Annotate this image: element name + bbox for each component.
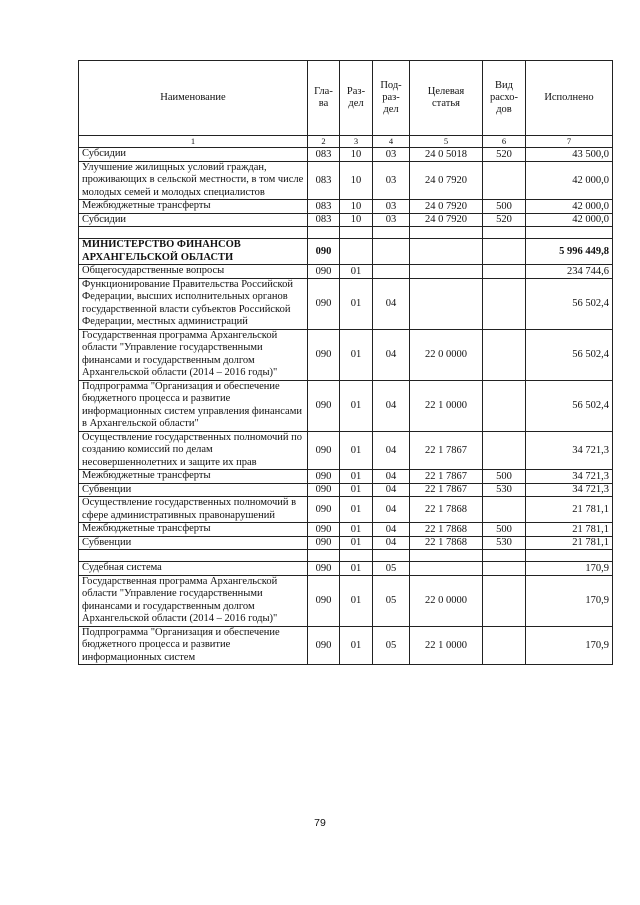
spacer-cell	[526, 227, 613, 239]
row-target-article-cell: 22 1 0000	[410, 626, 483, 665]
row-name-cell: Межбюджетные трансферты	[79, 470, 308, 484]
row-expense-type-cell	[483, 431, 526, 470]
header-section: Раз- дел	[340, 61, 373, 136]
row-name-cell: Подпрограмма "Организация и обеспечение бюджетного процесса и развитие информационных систем	[79, 626, 308, 665]
row-subsection-cell: 04	[373, 483, 410, 497]
spacer-row	[79, 550, 613, 562]
row-expense-type-cell: 520	[483, 148, 526, 162]
row-name-cell: Подпрограмма "Организация и обеспечение бюджетного процесса и развитие информационных систем управления финансами в Архангельской области"	[79, 380, 308, 431]
row-expense-type-cell: 500	[483, 470, 526, 484]
row-executed-cell: 21 781,1	[526, 523, 613, 537]
row-executed-cell: 170,9	[526, 575, 613, 626]
table-row	[79, 626, 613, 665]
row-target-article-cell: 22 1 7868	[410, 536, 483, 550]
row-section-cell: 01	[340, 575, 373, 626]
spacer-cell	[340, 227, 373, 239]
table-row	[79, 575, 613, 626]
row-name-cell: Субсидии	[79, 148, 308, 162]
row-name-cell: Субсидии	[79, 213, 308, 227]
table-row	[79, 278, 613, 329]
row-subsection-cell: 04	[373, 497, 410, 523]
row-executed-cell: 34 721,3	[526, 470, 613, 484]
row-name-cell: Государственная программа Архангельской области "Управление государственными финансами и государственным долгом Архангельской области (2014 – 2016 годы)"	[79, 575, 308, 626]
row-executed-cell: 5 996 449,8	[526, 239, 613, 265]
row-target-article-cell: 22 0 0000	[410, 329, 483, 380]
column-number: 4	[373, 136, 410, 148]
row-expense-type-cell	[483, 161, 526, 200]
table-row	[79, 380, 613, 431]
column-number: 1	[79, 136, 308, 148]
row-target-article-cell: 22 0 0000	[410, 575, 483, 626]
column-number: 2	[308, 136, 340, 148]
row-executed-cell: 42 000,0	[526, 161, 613, 200]
row-expense-type-cell	[483, 265, 526, 279]
spacer-row	[79, 227, 613, 239]
row-name-cell: Осуществление государственных полномочий в сфере административных правонарушений	[79, 497, 308, 523]
spacer-cell	[526, 550, 613, 562]
spacer-cell	[308, 227, 340, 239]
row-chapter-cell: 090	[308, 483, 340, 497]
row-expense-type-cell	[483, 239, 526, 265]
row-name-cell: Улучшение жилищных условий граждан, проживающих в сельской местности, в том числе молодых семей и молодых специалистов	[79, 161, 308, 200]
spacer-cell	[79, 550, 308, 562]
row-executed-cell: 234 744,6	[526, 265, 613, 279]
row-chapter-cell: 090	[308, 329, 340, 380]
row-subsection-cell: 03	[373, 200, 410, 214]
spacer-cell	[340, 550, 373, 562]
row-executed-cell: 170,9	[526, 562, 613, 576]
row-chapter-cell: 090	[308, 239, 340, 265]
table-row	[79, 536, 613, 550]
column-number: 3	[340, 136, 373, 148]
row-chapter-cell: 090	[308, 380, 340, 431]
spacer-cell	[373, 227, 410, 239]
table-row	[79, 483, 613, 497]
row-target-article-cell: 24 0 7920	[410, 200, 483, 214]
row-section-cell: 10	[340, 148, 373, 162]
row-executed-cell: 34 721,3	[526, 483, 613, 497]
row-executed-cell: 56 502,4	[526, 380, 613, 431]
row-target-article-cell: 22 1 0000	[410, 380, 483, 431]
row-subsection-cell: 04	[373, 380, 410, 431]
row-expense-type-cell	[483, 497, 526, 523]
row-expense-type-cell	[483, 575, 526, 626]
row-target-article-cell: 24 0 5018	[410, 148, 483, 162]
row-name-cell: Общегосударственные вопросы	[79, 265, 308, 279]
row-subsection-cell	[373, 239, 410, 265]
row-chapter-cell: 090	[308, 431, 340, 470]
row-name-cell: МИНИСТЕРСТВО ФИНАНСОВ АРХАНГЕЛЬСКОЙ ОБЛАСТИ	[79, 239, 308, 265]
row-executed-cell: 34 721,3	[526, 431, 613, 470]
spacer-cell	[410, 550, 483, 562]
row-target-article-cell: 22 1 7867	[410, 431, 483, 470]
row-target-article-cell: 22 1 7868	[410, 523, 483, 537]
row-subsection-cell: 03	[373, 161, 410, 200]
column-number: 6	[483, 136, 526, 148]
row-target-article-cell	[410, 265, 483, 279]
table-row	[79, 497, 613, 523]
row-chapter-cell: 083	[308, 213, 340, 227]
row-target-article-cell	[410, 239, 483, 265]
row-executed-cell: 170,9	[526, 626, 613, 665]
header-expense-type: Вид расхо- дов	[483, 61, 526, 136]
row-expense-type-cell	[483, 562, 526, 576]
row-expense-type-cell: 500	[483, 200, 526, 214]
row-chapter-cell: 090	[308, 562, 340, 576]
row-expense-type-cell	[483, 380, 526, 431]
row-section-cell: 10	[340, 213, 373, 227]
row-section-cell: 01	[340, 536, 373, 550]
row-subsection-cell: 03	[373, 148, 410, 162]
spacer-cell	[373, 550, 410, 562]
row-subsection-cell: 04	[373, 431, 410, 470]
table-row	[79, 265, 613, 279]
row-name-cell: Субвенции	[79, 536, 308, 550]
page-number: 79	[314, 817, 326, 829]
table-row	[79, 148, 613, 162]
header-name: Наименование	[79, 61, 308, 136]
row-section-cell	[340, 239, 373, 265]
row-chapter-cell: 090	[308, 278, 340, 329]
row-subsection-cell: 04	[373, 329, 410, 380]
table-row	[79, 200, 613, 214]
row-name-cell: Судебная система	[79, 562, 308, 576]
row-name-cell: Государственная программа Архангельской области "Управление государственными финансами и государственным долгом Архангельской области (2014 – 2016 годы)"	[79, 329, 308, 380]
spacer-cell	[483, 550, 526, 562]
column-number: 7	[526, 136, 613, 148]
row-chapter-cell: 083	[308, 148, 340, 162]
row-subsection-cell: 05	[373, 562, 410, 576]
header-executed: Исполнено	[526, 61, 613, 136]
row-executed-cell: 56 502,4	[526, 278, 613, 329]
row-executed-cell: 42 000,0	[526, 200, 613, 214]
row-chapter-cell: 083	[308, 200, 340, 214]
row-target-article-cell	[410, 562, 483, 576]
row-expense-type-cell	[483, 626, 526, 665]
row-section-cell: 01	[340, 523, 373, 537]
row-section-cell: 01	[340, 380, 373, 431]
row-name-cell: Функционирование Правительства Российской Федерации, высших исполнительных органов государственной власти субъектов Российской Федерации, местных администраций	[79, 278, 308, 329]
row-chapter-cell: 083	[308, 161, 340, 200]
row-expense-type-cell: 500	[483, 523, 526, 537]
row-name-cell: Межбюджетные трансферты	[79, 200, 308, 214]
row-chapter-cell: 090	[308, 523, 340, 537]
table-row	[79, 431, 613, 470]
row-section-cell: 10	[340, 200, 373, 214]
table-body	[79, 148, 613, 665]
header-target-article: Целевая статья	[410, 61, 483, 136]
table-row	[79, 523, 613, 537]
table-row	[79, 213, 613, 227]
table-row	[79, 161, 613, 200]
row-target-article-cell: 22 1 7867	[410, 470, 483, 484]
row-target-article-cell: 22 1 7868	[410, 497, 483, 523]
row-target-article-cell: 24 0 7920	[410, 161, 483, 200]
row-section-cell: 01	[340, 483, 373, 497]
row-section-cell: 01	[340, 470, 373, 484]
row-name-cell: Осуществление государственных полномочий по созданию комиссий по делам несовершеннолетних и защите их прав	[79, 431, 308, 470]
row-subsection-cell: 05	[373, 575, 410, 626]
row-chapter-cell: 090	[308, 497, 340, 523]
row-section-cell: 01	[340, 265, 373, 279]
row-subsection-cell: 04	[373, 278, 410, 329]
row-chapter-cell: 090	[308, 265, 340, 279]
row-subsection-cell: 05	[373, 626, 410, 665]
table-row	[79, 470, 613, 484]
row-subsection-cell: 03	[373, 213, 410, 227]
row-executed-cell: 42 000,0	[526, 213, 613, 227]
column-number-row	[79, 136, 613, 148]
row-target-article-cell	[410, 278, 483, 329]
row-section-cell: 01	[340, 562, 373, 576]
row-chapter-cell: 090	[308, 536, 340, 550]
row-expense-type-cell: 530	[483, 483, 526, 497]
spacer-cell	[308, 550, 340, 562]
spacer-cell	[483, 227, 526, 239]
row-target-article-cell: 22 1 7867	[410, 483, 483, 497]
row-subsection-cell: 04	[373, 470, 410, 484]
header-chapter: Гла- ва	[308, 61, 340, 136]
row-section-cell: 01	[340, 626, 373, 665]
row-expense-type-cell: 530	[483, 536, 526, 550]
row-section-cell: 10	[340, 161, 373, 200]
row-chapter-cell: 090	[308, 470, 340, 484]
row-subsection-cell: 04	[373, 536, 410, 550]
header-row	[79, 61, 613, 136]
row-chapter-cell: 090	[308, 575, 340, 626]
row-chapter-cell: 090	[308, 626, 340, 665]
row-expense-type-cell: 520	[483, 213, 526, 227]
table-row	[79, 239, 613, 265]
row-section-cell: 01	[340, 497, 373, 523]
row-subsection-cell: 04	[373, 523, 410, 537]
header-subsection: Под- раз- дел	[373, 61, 410, 136]
row-target-article-cell: 24 0 7920	[410, 213, 483, 227]
row-subsection-cell	[373, 265, 410, 279]
table-row	[79, 562, 613, 576]
row-expense-type-cell	[483, 278, 526, 329]
row-section-cell: 01	[340, 431, 373, 470]
spacer-cell	[410, 227, 483, 239]
row-executed-cell: 43 500,0	[526, 148, 613, 162]
row-section-cell: 01	[340, 278, 373, 329]
row-executed-cell: 21 781,1	[526, 536, 613, 550]
column-number: 5	[410, 136, 483, 148]
budget-table	[78, 60, 613, 665]
row-executed-cell: 21 781,1	[526, 497, 613, 523]
table-row	[79, 329, 613, 380]
spacer-cell	[79, 227, 308, 239]
row-expense-type-cell	[483, 329, 526, 380]
row-executed-cell: 56 502,4	[526, 329, 613, 380]
row-section-cell: 01	[340, 329, 373, 380]
row-name-cell: Межбюджетные трансферты	[79, 523, 308, 537]
row-name-cell: Субвенции	[79, 483, 308, 497]
